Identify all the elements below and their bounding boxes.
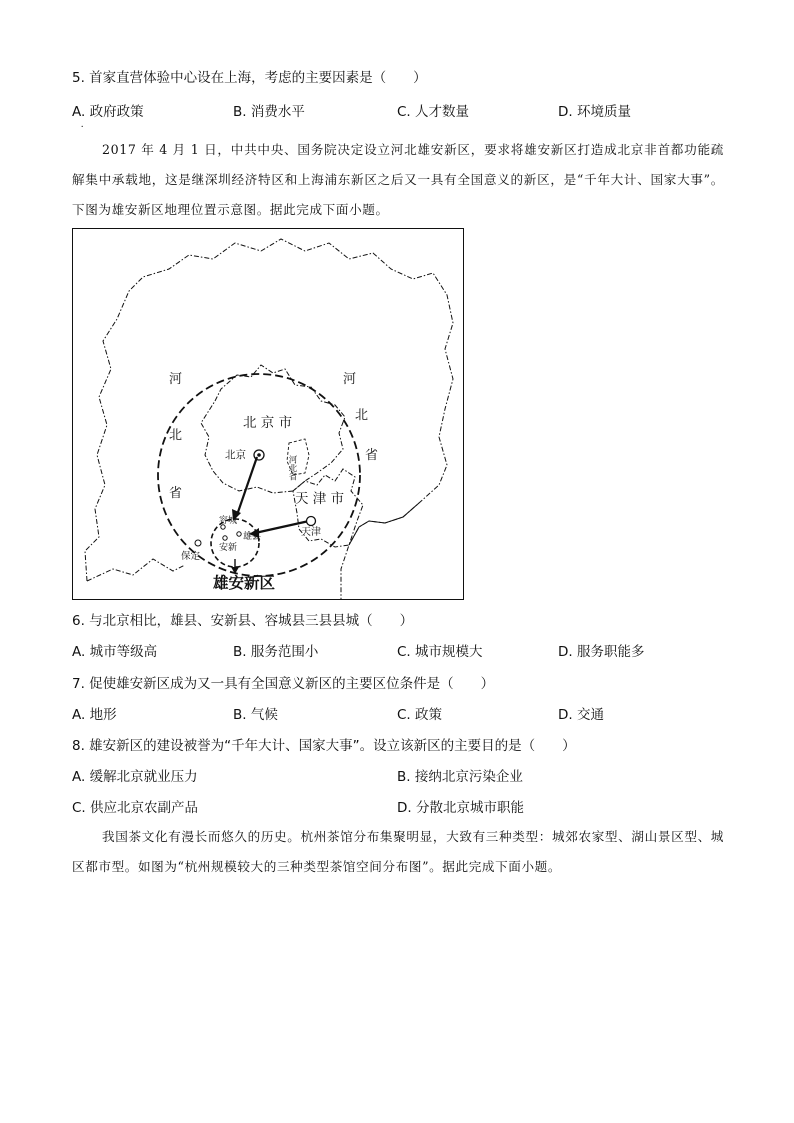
label-hebei-left-2: 北 [169,428,183,443]
q7-option-c: C. 政策 [397,707,443,723]
q8-option-d: D. 分散北京城市职能 [397,800,524,816]
passage-xiongan: 2017 年 4 月 1 日，中共中央、国务院决定设立河北雄安新区，要求将雄安新区打造成北京非首都功能疏解集中承载地，这是继深圳经济特区和上海浦东新区之后又一具有全国意义的新区，是“千年大计、国家大事”。下图为雄安新区地理位置示意图。据此完成下面小题。 [72,142,724,217]
label-xiongxian: 雄县 [243,532,262,542]
q6-option-b: B. 服务范围小 [233,644,319,660]
q5-option-a: A. 政府政策 [72,104,144,120]
label-xiongan: 雄安新区 [213,574,276,592]
label-hebei-left-1: 河 [169,372,183,387]
label-baoding: 保定 [181,551,201,562]
q5-option-c: C. 人才数量 [397,104,470,120]
label-tianjin-city: 天 津 市 [295,491,345,507]
anxin-marker [223,536,227,540]
xiongan-location-map [72,228,464,600]
label-rongcheng: 容城 [219,516,238,526]
label-hebei-right-3: 省 [365,448,379,463]
label-beijing: 北京 [225,449,246,461]
label-hebei-right-2: 北 [355,408,369,423]
label-hebei-left-3: 省 [169,486,183,501]
arrow-beijing-to-xiongan [237,457,257,515]
baoding-marker [195,540,201,546]
q6-option-d: D. 服务职能多 [558,644,645,660]
label-beijing-city: 北 京 市 [243,415,293,431]
xiongxian-marker [237,532,241,536]
q8-option-b: B. 接纳北京污染企业 [397,769,523,785]
q6-stem: 6. 与北京相比，雄县、安新县、容城县三县县城（ ） [72,613,414,629]
q7-option-a: A. 地形 [72,707,117,723]
label-anxin: 安新 [219,543,238,553]
label-hebei-right-1: 河 [343,372,357,387]
q7-option-d: D. 交通 [558,707,604,723]
q5-option-b: B. 消费水平 [233,104,305,120]
passage-teahouse: 我国茶文化有漫长而悠久的历史。杭州茶馆分布集聚明显，大致有三种类型：城郊农家型、湖山景区型、城区都市型。如图为“杭州规模较大的三种类型茶馆空间分布图”。据此完成下面小题。 [72,829,724,874]
label-hebei-enclave: 河北省 [287,455,297,481]
q6-option-a: A. 城市等级高 [72,644,158,660]
stray-mark: • [81,124,84,129]
q8-option-a: A. 缓解北京就业压力 [72,769,198,785]
map-svg [73,229,464,600]
q5-option-d: D. 环境质量 [558,104,631,120]
label-tianjin: 天津 [301,527,321,538]
hebei-southwest-boundary [87,559,185,581]
q8-stem: 8. 雄安新区的建设被誉为“千年大计、国家大事”。设立该新区的主要目的是（ ） [72,738,576,754]
q7-stem: 7. 促使雄安新区成为又一具有全国意义新区的主要区位条件是（ ） [72,676,495,692]
coastline [349,503,419,545]
q7-option-b: B. 气候 [233,707,278,723]
q8-option-c: C. 供应北京农副产品 [72,800,199,816]
q5-stem: 5. 首家直营体验中心设在上海，考虑的主要因素是（ ） [72,70,427,86]
beijing-marker-center [257,453,261,457]
tianjin-marker [307,517,316,526]
q6-option-c: C. 城市规模大 [397,644,483,660]
